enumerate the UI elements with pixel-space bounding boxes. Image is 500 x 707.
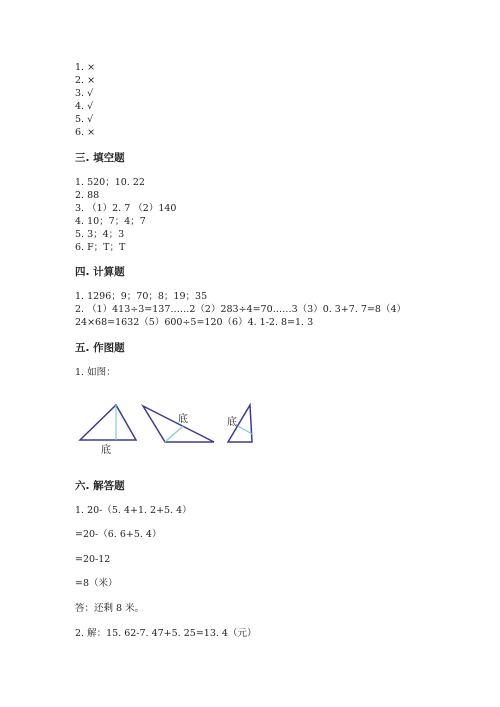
- fill-answer-4: 4. 10；7；4；7: [75, 216, 146, 227]
- solution-line-2: =20-（6. 6+5. 4）: [75, 529, 162, 540]
- triangle-1-base-label: 底: [101, 445, 111, 456]
- judge-answer-2: 2. ×: [75, 75, 96, 86]
- judge-answer-1: 1. ×: [75, 62, 96, 73]
- judge-answer-5: 5. √: [75, 114, 94, 125]
- calc-answer-2-cont: 24×68=1632（5）600÷5=120（6）4. 1-2. 8=1. 3: [75, 317, 314, 328]
- section-title-word-problems: 六. 解答题: [75, 480, 125, 492]
- section-title-calculation: 四. 计算题: [75, 266, 125, 278]
- triangle-3-altitude: [238, 426, 252, 434]
- fill-answer-6: 6. F；T；T: [75, 242, 126, 253]
- triangle-1: [80, 405, 136, 440]
- triangle-2-altitude: [165, 426, 183, 442]
- drawing-answer-1: 1. 如图：: [75, 367, 116, 378]
- calc-answer-2: 2. （1）413÷3=137……2（2）283÷4=70……3（3）0. 3+7. 7=8（4）: [75, 304, 406, 315]
- solution-line-1: 1. 20-（5. 4+1. 2+5. 4）: [75, 505, 192, 516]
- section-title-fill-blank: 三. 填空题: [75, 152, 125, 164]
- fill-answer-1: 1. 520；10. 22: [75, 177, 145, 188]
- triangle-2-base-label: 底: [178, 414, 188, 425]
- solution-line-4: =8（米）: [75, 578, 118, 589]
- judge-answer-4: 4. √: [75, 101, 94, 112]
- judge-answer-6: 6. ×: [75, 127, 96, 138]
- solution-line-3: =20-12: [75, 554, 111, 565]
- fill-answer-5: 5. 3；4；3: [75, 229, 125, 240]
- calc-answer-1: 1. 1296；9；70；8；19；35: [75, 291, 208, 302]
- section-title-drawing: 五. 作图题: [75, 342, 125, 354]
- triangle-3-base-label: 底: [227, 417, 237, 428]
- fill-answer-3: 3. （1）2. 7 （2）140: [75, 203, 177, 214]
- solution-line-6: 2. 解：15. 62-7. 47+5. 25=13. 4（元）: [75, 628, 257, 639]
- fill-answer-2: 2. 88: [75, 190, 100, 201]
- judge-answer-3: 3. √: [75, 88, 94, 99]
- solution-line-5: 答：还剩 8 米。: [75, 603, 145, 614]
